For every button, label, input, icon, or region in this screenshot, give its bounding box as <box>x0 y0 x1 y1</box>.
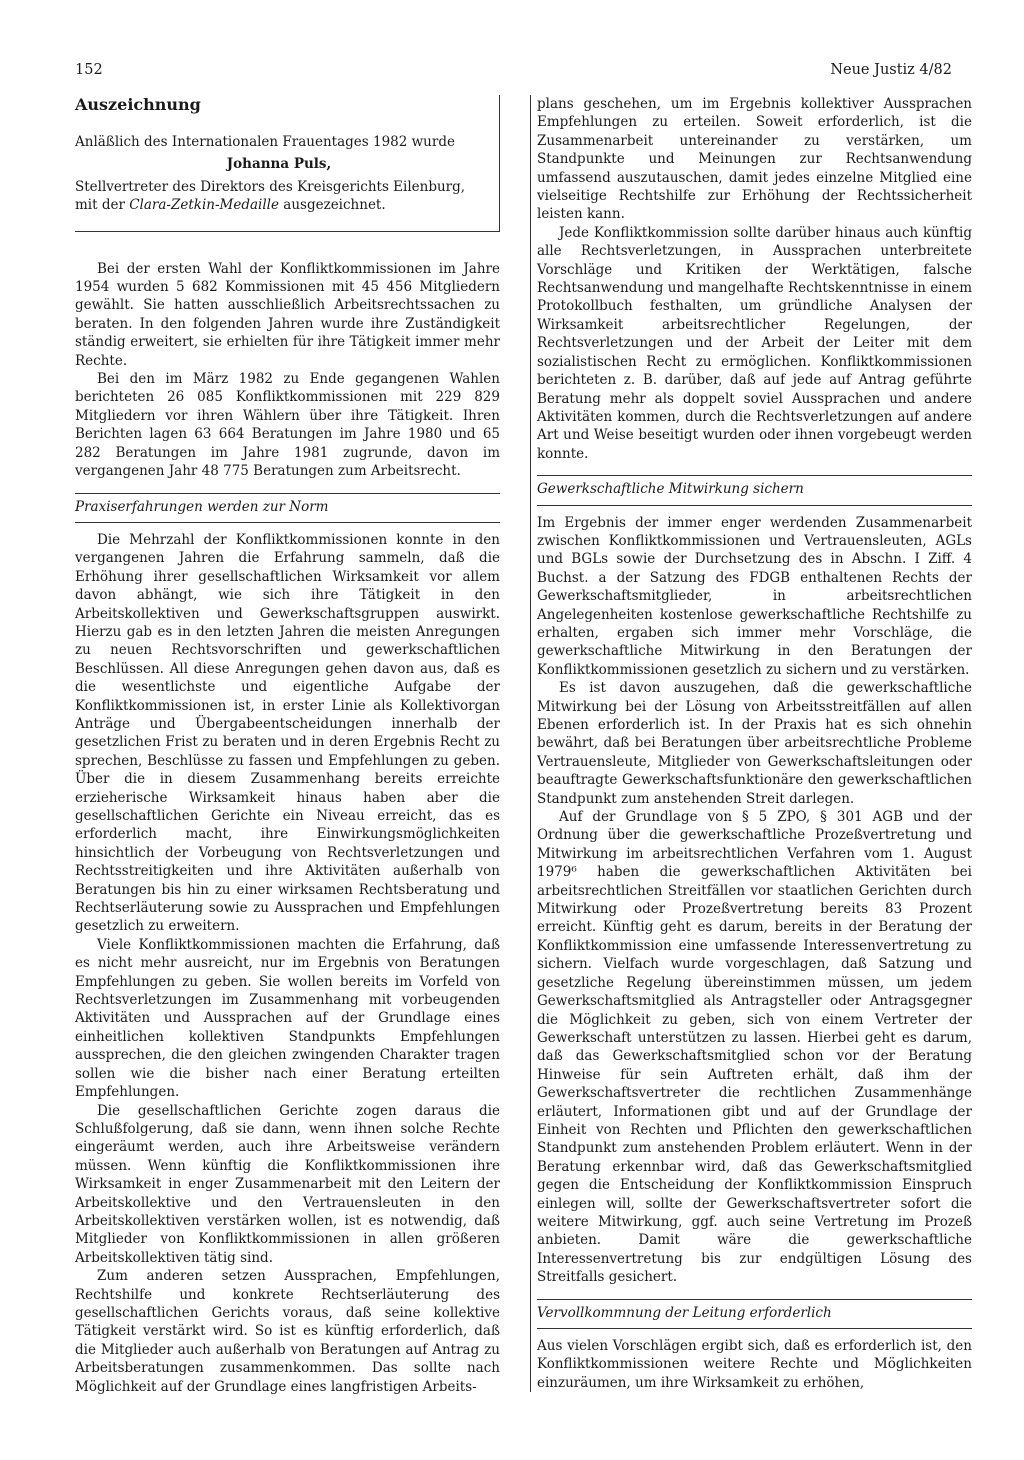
left-column <box>75 95 500 1396</box>
award-role-text: Stellvertreter des Direktors des Kreisgerichts Eilenburg, mit der <box>75 178 466 214</box>
award-box <box>75 95 500 232</box>
paragraph: Bei der ersten Wahl der Konfliktkommissionen im Jahre 1954 wurden 5 682 Kommissionen mit 45 456 Mitgliedern gewählt. Sie hatten ausschließlich Arbeitsrechtssachen zu beraten. In den folgenden Jahren wurde ihre Zuständigkeit ständig erweitert, sie erhielten für ihre Tätigkeit immer mehr Rechte. <box>75 260 500 369</box>
right-column <box>530 95 972 1392</box>
paragraph: Jede Konfliktkommission sollte darüber hinaus auch künftig alle Rechtsverletzungen, in Aussprachen unterbreitete Vorschläge und Kritiken der Werktätigen, falsche Rechtsanwendung und mangelhafte Rechtskenntnisse in einem Protokollbuch festhalten, um gründliche Analysen der Wirksamkeit arbeitsrechtlicher Regelungen, der Rechtsverletzungen und der Arbeit der Leiter mit dem sozialistischen Recht zu ermöglichen. Konfliktkommissionen berichteten z. B. darüber, daß auf jede auf Antrag geführte Beratung mehr als doppelt soviel Aussprachen und andere Aktivitäten kommen, durch die Rechtsverletzungen auf andere Art und Weise beseitigt wurden oder ihnen vorgebeugt werden konnte. <box>537 224 972 462</box>
paragraph: Aus vielen Vorschlägen ergibt sich, daß es erforderlich ist, den Konfliktkommissionen weitere Rechte und Möglichkeiten einzuräumen, um ihre Wirksamkeit zu erhöhen, <box>537 1338 972 1391</box>
paragraph: Die gesellschaftlichen Gerichte zogen daraus die Schlußfolgerung, daß sie dann, wenn ihnen solche Rechte eingeräumt werden, auch ihre Arbeitsweise verändern müssen. Wenn künftig die Konfliktkommissionen ihre Wirksamkeit in enger Zusammenarbeit mit den Leitern der Arbeitskollektive und den Vertrauensleuten in den Arbeitskollektiven verstärken wollen, ist es notwendig, daß Mitglieder von Konfliktkommissionen in allen größeren Arbeitskollektiven tätig sind. <box>75 1102 500 1266</box>
award-recipient: Johanna Puls, <box>226 156 332 173</box>
award-intro: Anläßlich des Internationalen Frauentages 1982 wurde <box>75 134 455 150</box>
award-role-end: ausgezeichnet. <box>278 197 386 214</box>
paragraph: Bei den im März 1982 zu Ende gegangenen Wahlen berichteten 26 085 Konfliktkommissionen mit 229 829 Mitgliedern vor ihren Wählern über ihre Tätigkeit. Ihren Berichten lagen 63 664 Beratungen im Jahre 1980 und 65 282 Beratungen im Jahre 1981 zugrunde, davon im vergangenen Jahr 48 775 Beratungen zum Arbeitsrecht. <box>75 371 500 480</box>
page-number: 152 <box>75 62 103 78</box>
award-medal: Clara-Zetkin-Medaille <box>129 197 279 214</box>
paragraph: Die Mehrzahl der Konfliktkommissionen konnte in den vergangenen Jahren die Erfahrung sammeln, daß die Erhöhung ihrer gesellschaftlichen Wirksamkeit vor allem davon abhängt, wie sich ihre Tätigkeit in den Arbeitskollektiven und Gewerkschaftsgruppen auswirkt. Hierzu gab es in den letzten Jahren die meisten Anregungen zu neuen Rechtsvorschriften und gewerkschaftlichen Beschlüssen. All diese Anregungen gehen davon aus, daß es die wesentlichste und eigentliche Aufgabe der Konfliktkommissionen ist, in erster Linie als Kollektivorgan Anträge und Übergabeentscheidungen innerhalb der gesetzlichen Frist zu beraten und in deren Ergebnis Recht zu sprechen, Beschlüsse zu fassen und Empfehlungen zu geben. Über die in diesem Zusammenhang bereits erreichte erzieherische Wirksamkeit hinaus haben aber die gesellschaftlichen Gerichte ein Niveau erreicht, das es erforderlich macht, ihre Einwirkungsmöglichkeiten hinsichtlich der Vorbeugung von Rechtsverletzungen und Rechtsstreitigkeiten und ihre Aktivitäten außerhalb von Beratungen bis hin zu einer wirksamen Rechtsberatung und Rechtserläuterung sowie zu Aussprachen und Empfehlungen gesetzlich zu erweitern. <box>75 531 500 935</box>
paragraph: Auf der Grundlage von § 5 ZPO, § 301 AGB und der Ordnung über die gewerkschaftliche Prozeßvertretung und Mitwirkung im arbeitsrechtlichen Verfahren vom 1. August 1979⁶ haben die gewerkschaftlichen Aktivitäten bei arbeitsrechtlichen Streitfällen vor staatlichen Gerichten durch Mitwirkung oder Prozeßvertretung bereits 83 Prozent erreicht. Künftig geht es darum, bereits in der Beratung der Konfliktkommission eine umfassende Interessenvertretung zu sichern. Vielfach wurde vorgeschlagen, daß Satzung und gesetzliche Regelung übereinstimmen müssen, um jedem Gewerkschaftsmitglied als Antragsteller oder Antragsgegner die Möglichkeit zu geben, sich von einem Vertreter der Gewerkschaft unterstützen zu lassen. Hierbei geht es darum, daß das Gewerkschaftsmitglied schon vor der Beratung Hinweise für sein Auftreten erhält, daß ihm der Gewerkschaftsvertreter die rechtlichen Zusammenhänge erläutert, Informationen gibt und auf der Grundlage der Einheit von Rechten und Pflichten den gewerkschaftlichen Standpunkt zum anstehenden Problem erläutert. Wenn in der Beratung erkennbar wird, daß das Gewerkschaftsmitglied gegen die Entscheidung der Konfliktkommission Einspruch einlegen will, sollte der Gewerkschaftsvertreter sofort die weitere Mitwirkung, ggf. auch seine Vertretung im Prozeß anbieten. Damit wäre die gewerkschaftliche Interessenvertretung bis zur endgültigen Lösung des Streitfalls gesichert. <box>537 809 972 1286</box>
section-heading: Vervollkommnung der Leitung erforderlich <box>537 1299 972 1329</box>
paragraph: Zum anderen setzen Aussprachen, Empfehlungen, Rechtshilfe und konkrete Rechtserläuterung des gesellschaftlichen Gerichts voraus, daß seine kollektive Tätigkeit verstärkt wird. So ist es künftig erforderlich, daß die Mitglieder auch außerhalb von Beratungen auf Antrag zu Arbeitsberatungen zusammenkommen. Das sollte nach Möglichkeit auf der Grundlage eines langfristigen Arbeits- <box>75 1268 500 1395</box>
paragraph: Im Ergebnis der immer enger werdenden Zusammenarbeit zwischen Konfliktkommissionen und Vertrauensleuten, AGLs und BGLs sowie der Durchsetzung des in Abschn. I Ziff. 4 Buchst. a der Satzung des FDGB enthaltenen Rechts der Gewerkschaftsmitglieder, in arbeitsrechtlichen Angelegenheiten kostenlose gewerkschaftliche Rechtshilfe zu erhalten, ergaben sich immer mehr Vorschläge, die gewerkschaftliche Mitwirkung in den Beratungen der Konfliktkommissionen gesetzlich zu sichern und zu verstärken. <box>537 514 972 678</box>
publication-title: Neue Justiz 4/82 <box>830 62 952 78</box>
paragraph: plans geschehen, um im Ergebnis kollektiver Aussprachen Empfehlungen zu erteilen. Soweit erforderlich, ist die Zusammenarbeit untereinander zu verstärken, um Standpunkte und Meinungen zur Rechtsanwendung umfassend auszutauschen, damit jedes einzelne Mitglied eine vielseitige Rechtshilfe zur Erhöhung der Rechtssicherheit leisten kann. <box>537 96 972 223</box>
section-heading: Praxiserfahrungen werden zur Norm <box>75 493 500 523</box>
paragraph: Es ist davon auszugehen, daß die gewerkschaftliche Mitwirkung bei der Lösung von Arbeitsstreitfällen auf allen Ebenen erforderlich ist. In der Praxis hat es sich ohnehin bewährt, daß bei Beratungen über arbeitsrechtliche Probleme Vertrauensleute, Mitglieder von Gewerkschaftsleitungen oder beauftragte Gewerkschaftsfunktionäre den gewerkschaftlichen Standpunkt zum anstehenden Streit darlegen. <box>537 680 972 807</box>
section-heading: Gewerkschaftliche Mitwirkung sichern <box>537 475 972 505</box>
paragraph: Viele Konfliktkommissionen machten die Erfahrung, daß es nicht mehr ausreicht, nur im Ergebnis von Beratungen Empfehlungen zu geben. Sie wollen bereits im Vorfeld von Rechtsverletzungen im Zusammenhang mit vorbeugenden Aktivitäten und Aussprachen auf der Grundlage eines einheitlichen kollektiven Standpunkts Empfehlungen aussprechen, die den gleichen zwingenden Charakter tragen sollen wie die bisher nach einer Beratung erteilten Empfehlungen. <box>75 936 500 1101</box>
award-role <box>75 178 483 215</box>
award-title: Auszeichnung <box>75 95 201 114</box>
